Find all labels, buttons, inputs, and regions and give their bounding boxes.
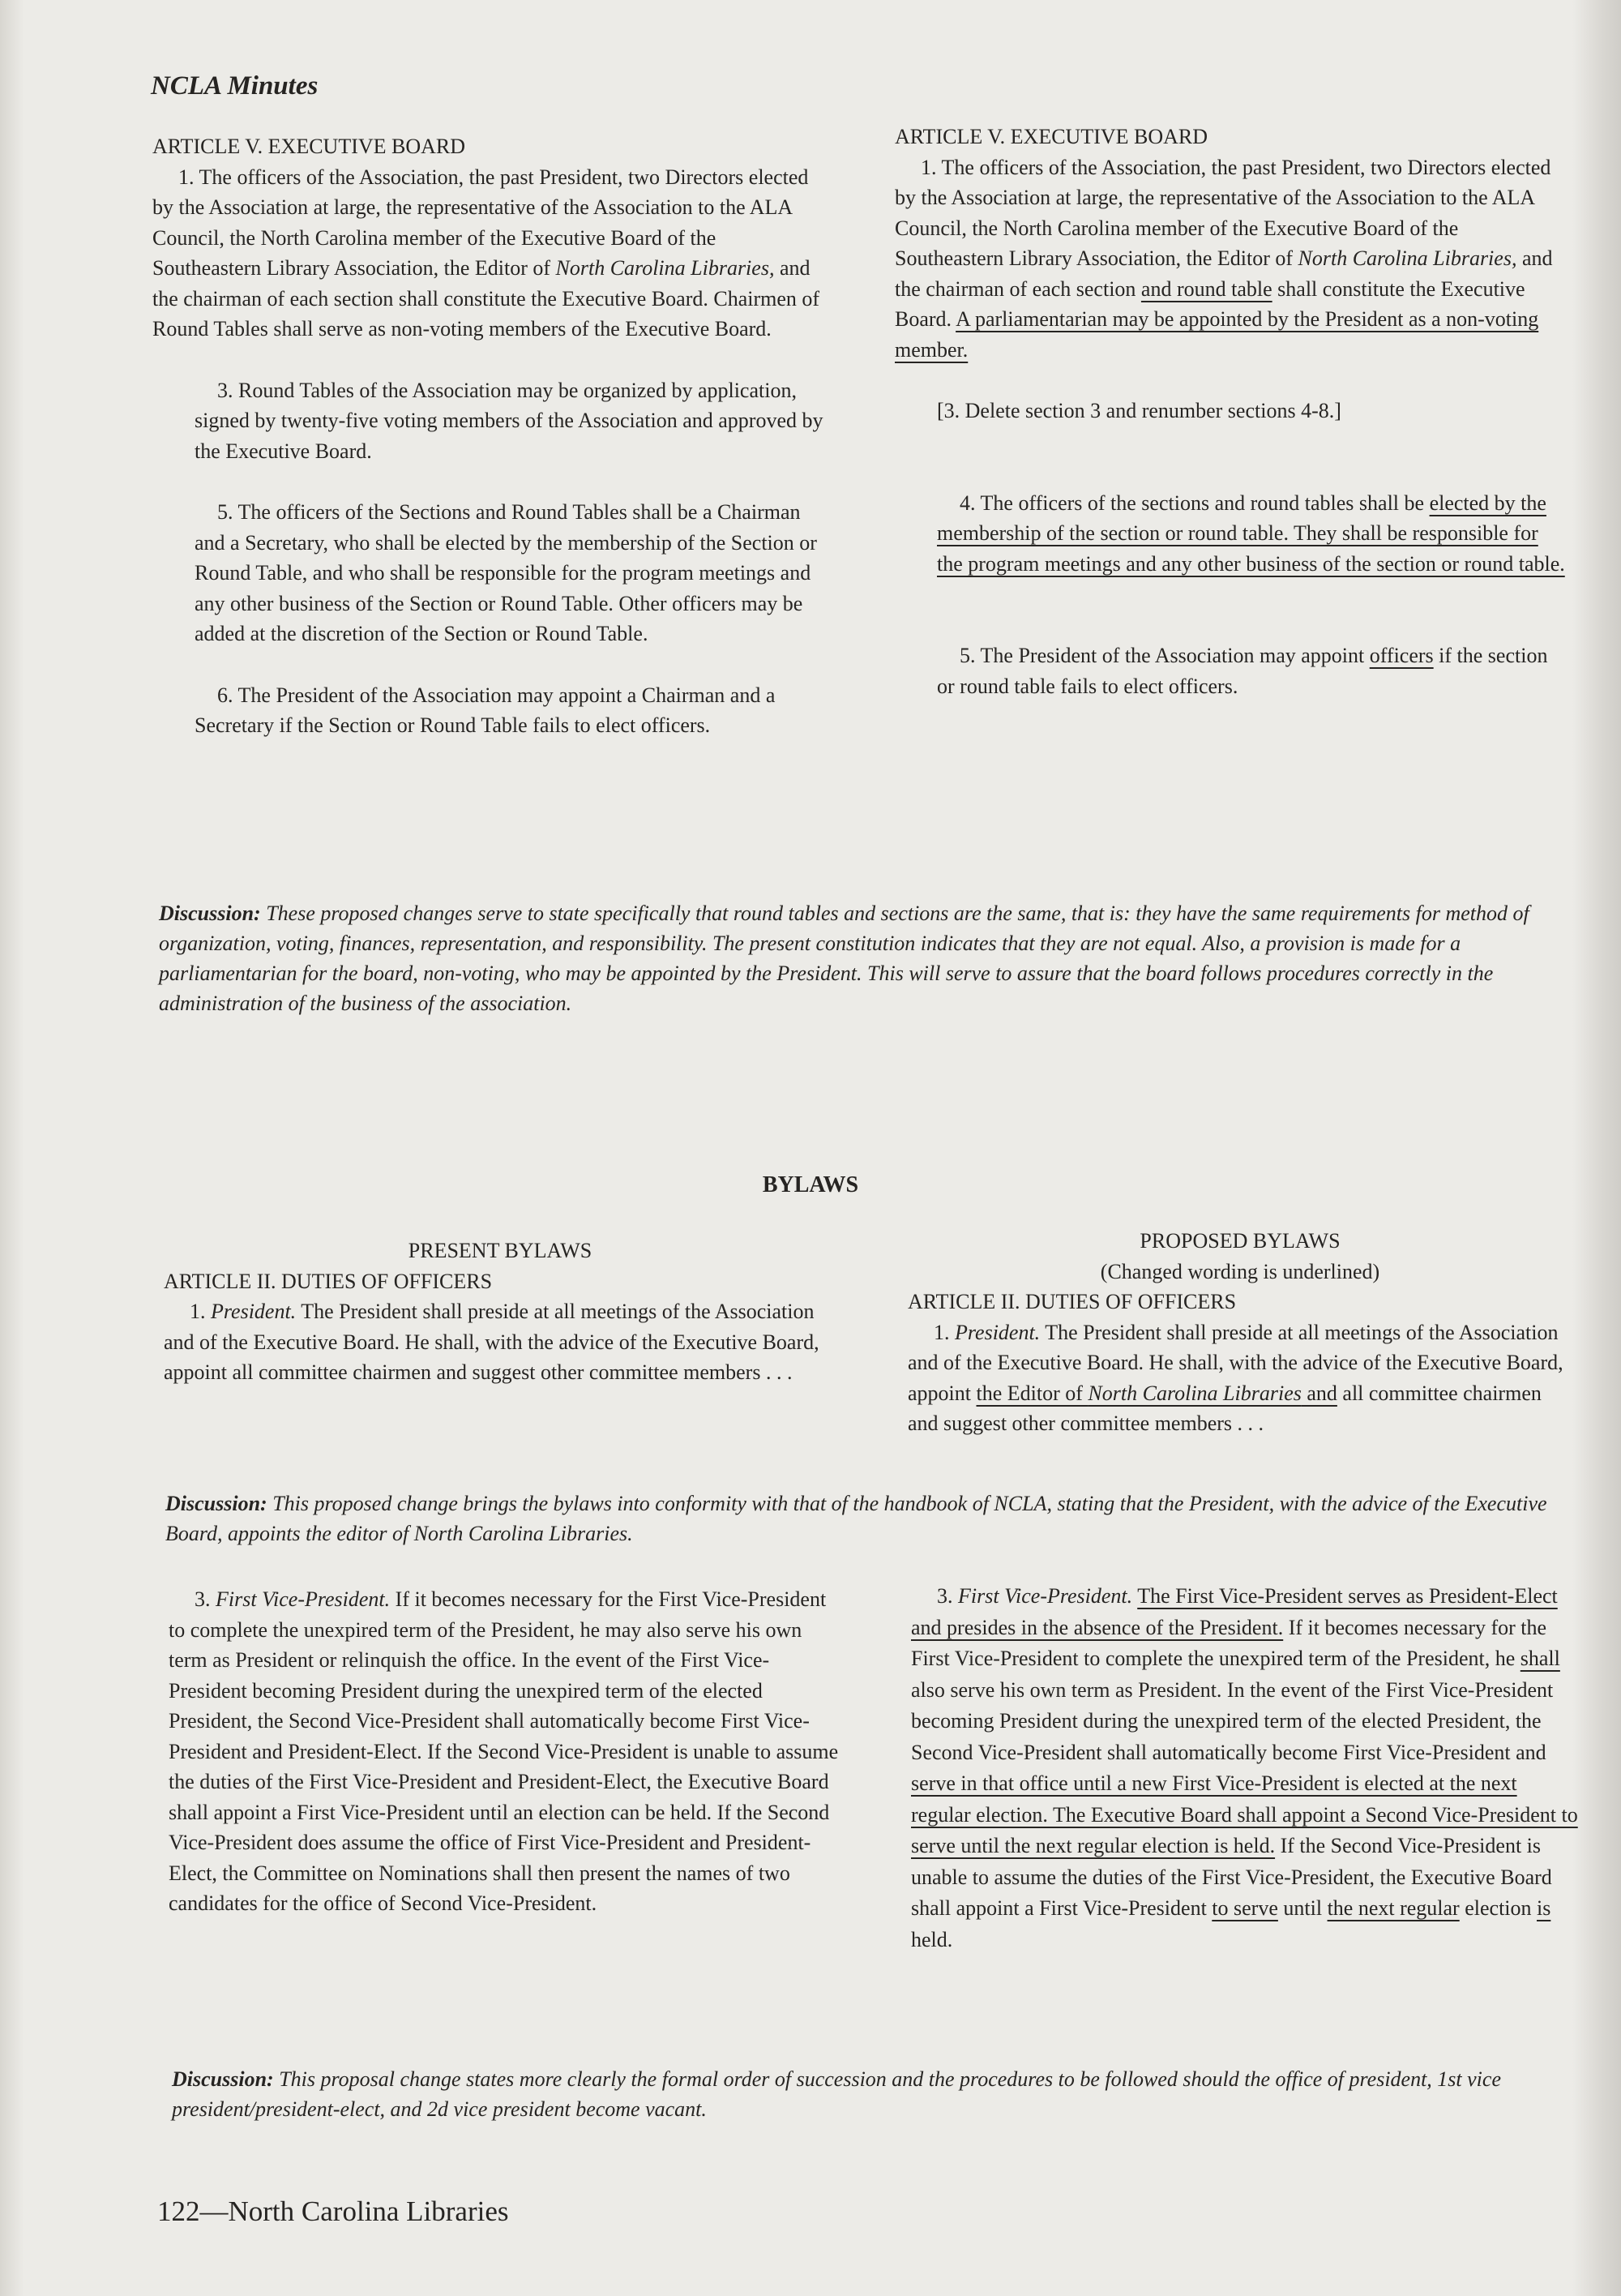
section-3-note: [3. Delete section 3 and renumber sections 4-8.]: [937, 399, 1341, 422]
section-1: 1. The officers of the Association, the past President, two Directors elected by the Association at large, the representative of the Association to the ALA Council, the North Carolina member of the Executive Board of the Southeastern Library Association, the Editor of North Carolina Libraries, and the chairman of each section and round table shall constitute the Executive Board. A parliamentarian may be appointed by the President as a non-voting member.: [895, 155, 1553, 362]
discussion-label: Discussion:: [165, 1492, 267, 1515]
present-first-vice-president: [169, 1584, 843, 1919]
running-header: NCLA Minutes: [151, 71, 319, 101]
section-1: 1. The officers of the Association, the past President, two Directors elected by the Association at large, the representative of the Association to the ALA Council, the North Carolina member of the Executive Board of the Southeastern Library Association, the Editor of North Carolina Libraries, and the chairman of each section shall constitute the Executive Board. Chairmen of Round Tables shall serve as non-voting members of the Executive Board.: [152, 165, 820, 341]
changed-wording: the next regular: [1327, 1896, 1460, 1920]
changed-wording: The First Vice-President serves as President-Elect and presides in the absence of the President.: [911, 1584, 1558, 1639]
changed-wording: serve in that office until a new First Vice-President is elected at the next regular election. The Executive Board shall appoint a Second Vice-President to serve until the next regular election is held.: [911, 1771, 1578, 1857]
section-3: 3. First Vice-President. The First Vice-President serves as President-Elect and presides in the absence of the President. If it becomes necessary for the First Vice-President to complete the unexpired term of the President, he shall also serve his own term as President. In the event of the First Vice-President becoming President during the unexpired term of the elected President, the Second Vice-President shall automatically become First Vice-President and serve in that office until a new First Vice-President is elected at the next regular election. The Executive Board shall appoint a Second Vice-President to serve until the next regular election is held. If the Second Vice-President is unable to assume the duties of the First Vice-President, the Executive Board shall appoint a First Vice-President to serve until the next regular election is held.: [911, 1584, 1578, 1951]
present-bylaws: [164, 1236, 836, 1388]
section-4: 4. The officers of the sections and round tables shall be elected by the membership of the section or round table. They shall be responsible for the program meetings and any other business of the section or round table.: [937, 490, 1565, 576]
article-title: ARTICLE II. DUTIES OF OFFICERS: [164, 1269, 493, 1293]
changed-wording: elected by the membership of the section or round table. They shall be responsible for the program meetings and any other business of the section or round table.: [937, 490, 1565, 576]
changed-wording: the Editor of North Carolina Libraries and: [976, 1381, 1337, 1405]
discussion-2: Discussion: This proposed change brings the bylaws into conformity with that of the handbook of NCLA, stating that the President, with the advice of the Executive Board, appoints the editor of North Carolina Libraries.: [165, 1492, 1547, 1545]
section-1: 1. President. The President shall preside at all meetings of the Association and of the Executive Board. He shall, with the advice of the Executive Board, appoint the Editor of North Carolina Libraries and all committee chairmen and suggest other committee members . . .: [908, 1320, 1563, 1435]
section-5: 5. The officers of the Sections and Round Tables shall be a Chairman and a Secretary, who shall be elected by the membership of the Section or Round Table, and who shall be responsible for the program meetings and any other business of the Section or Round Table. Other officers may be added at the discretion of the Section or Round Table.: [195, 500, 817, 645]
discussion-1: Discussion: These proposed changes serve to state specifically that round tables and sections are the same, that is: they have the same requirements for method of organization, voting, finances, representation, and responsibility. The present constitution indicates that they are not equal. Also, a provision is made for a parliamentarian for the board, non-voting, who may be appointed by the President. This will serve to assure that the board follows procedures correctly in the administration of the business of the association.: [159, 902, 1529, 1015]
changed-wording: is: [1537, 1896, 1551, 1920]
discussion-3: Discussion: This proposal change states more clearly the formal order of succession and the procedures to be followed should the office of president, 1st vice president/president-elect, and 2d vice president become vacant.: [172, 2067, 1501, 2121]
publication-title: North Carolina Libraries,: [555, 256, 775, 280]
changed-wording: to serve: [1212, 1896, 1278, 1920]
proposed-article-v: [895, 122, 1568, 701]
section-3: 3. Round Tables of the Association may be organized by application, signed by twenty-five voting members of the Association and approved by the Executive Board.: [195, 378, 823, 463]
article-title: ARTICLE II. DUTIES OF OFFICERS: [908, 1290, 1237, 1313]
section-3: 3. First Vice-President. If it becomes necessary for the First Vice-President to complete the unexpired term of the President, he may also serve his own term as President or relinquish the office. In the event of the First Vice-President becoming President during the unexpired term of the elected President, the Second Vice-President shall automatically become First Vice-President and President-Elect. If the Second Vice-President is unable to assume the duties of the First Vice-President and President-Elect, the Executive Board shall appoint a First Vice-President until an election can be held. If the Second Vice-President does assume the office of First Vice-President and President-Elect, the Committee on Nominations shall then present the names of two candidates for the office of Second Vice-President.: [169, 1587, 839, 1915]
article-title: ARTICLE V. EXECUTIVE BOARD: [895, 125, 1208, 148]
page-footer: 122—North Carolina Libraries: [157, 2195, 509, 2227]
article-title: ARTICLE V. EXECUTIVE BOARD: [152, 135, 466, 158]
changed-wording: and round table: [1140, 276, 1272, 301]
page-edge-shadow: [1572, 0, 1621, 2296]
section-5: 5. The President of the Association may appoint officers if the section or round table fails to elect officers.: [937, 644, 1548, 698]
proposed-bylaws: [908, 1226, 1572, 1439]
discussion-label: Discussion:: [172, 2067, 274, 2091]
bylaws-title: BYLAWS: [762, 1172, 859, 1197]
section-6: 6. The President of the Association may appoint a Chairman and a Secretary if the Section or Round Table fails to elect officers.: [195, 683, 776, 737]
page-binding-shadow: [0, 0, 24, 2296]
publication-title: North Carolina Libraries,: [1298, 246, 1517, 270]
section-1: 1. President. The President shall preside at all meetings of the Association and of the Executive Board. He shall, with the advice of the Executive Board, appoint all committee chairmen and suggest other committee members . . .: [164, 1300, 819, 1384]
column-heading: PRESENT BYLAWS: [408, 1239, 592, 1262]
proposed-first-vice-president: [911, 1581, 1579, 1955]
changed-wording: shall: [1520, 1647, 1560, 1670]
present-article-v: [152, 131, 825, 741]
discussion-label: Discussion:: [159, 902, 261, 925]
changed-wording: A parliamentarian may be appointed by the President as a non-voting member.: [895, 307, 1539, 362]
changed-wording: officers: [1369, 644, 1434, 667]
column-heading: PROPOSED BYLAWS: [1140, 1229, 1341, 1253]
column-subheading: (Changed wording is underlined): [1100, 1259, 1380, 1283]
